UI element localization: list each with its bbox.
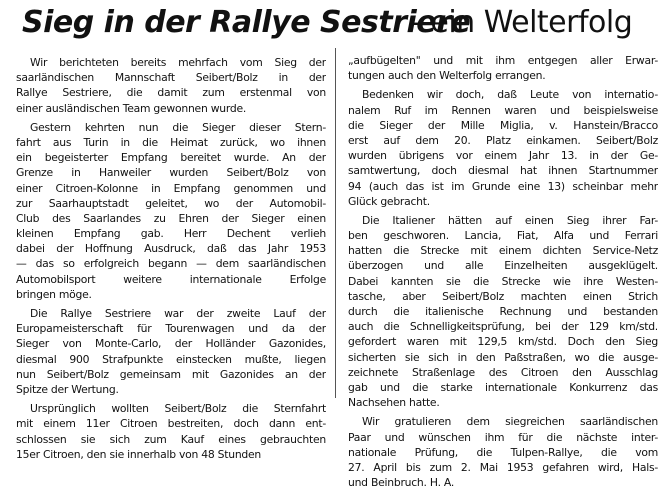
text-line: Wir berichteten bereits mehrfach vom Sieg der bbox=[30, 56, 326, 69]
text-line: fahrt aus Turin in die Heimat zurück, wo ihnen bbox=[16, 135, 326, 149]
text-line: Glück gebracht. bbox=[348, 194, 430, 208]
left-paragraph bbox=[16, 120, 326, 302]
text-line: Rallye Sestriere, die damit zum erstenmal von bbox=[16, 86, 326, 100]
text-line: diesmal 900 Strafpunkte einstecken mußte, liegen bbox=[16, 352, 326, 366]
left-paragraph bbox=[16, 55, 326, 116]
text-line: — das so erfolgreich begann — dem saarländischen bbox=[16, 257, 326, 271]
text-line: kleinen Empfang gab. Herr Dechent verlieh bbox=[16, 227, 326, 241]
text-line: die Sieger der Mille Miglia, v. Hanstein/Bracco bbox=[348, 118, 658, 132]
right-paragraph bbox=[348, 213, 658, 410]
right-paragraph bbox=[348, 53, 658, 83]
text-line: Die Rallye Sestriere war der zweite Lauf der bbox=[30, 307, 326, 320]
column-divider bbox=[335, 48, 336, 398]
text-line: tasche, aber Seibert/Bolz machten einen Strich bbox=[348, 289, 658, 303]
text-line: samtwertung, doch diesmal hat ihnen Startnummer bbox=[348, 164, 658, 178]
text-line: sicherten sie sich in den Paßstraßen, wo die ausge- bbox=[348, 350, 658, 364]
text-line: Club des Saarlandes zu Ehren der Sieger einen bbox=[16, 211, 326, 225]
text-line: nationale Prüfung, die Tulpen-Rallye, die vom bbox=[348, 445, 658, 459]
text-line: Bedenken wir doch, daß Leute von internatio- bbox=[362, 88, 658, 102]
text-line: gefordert waren mit 129,5 km/std. Doch den Sieg bbox=[348, 335, 658, 349]
text-line: zur Saarhauptstadt geleitet, wo der Automobil- bbox=[16, 196, 326, 210]
text-line: nun Seibert/Bolz gemeinsam mit Gazonides an der bbox=[16, 367, 326, 381]
text-line: 15er Citroen, den sie innerhalb von 48 Stunden bbox=[16, 447, 262, 461]
text-line: schlossen sie sich zum Kauf eines gebrauchten bbox=[16, 432, 326, 446]
right-paragraph bbox=[348, 87, 658, 209]
right-paragraph bbox=[348, 414, 658, 490]
text-line: Europameisterschaft für Tourenwagen und da der bbox=[16, 322, 326, 336]
text-line: tungen auch den Welterfolg errangen. bbox=[348, 69, 546, 83]
right-column bbox=[348, 53, 658, 494]
headline bbox=[0, 4, 669, 42]
text-line: nalem Ruf im Rennen waren und beispielsweise bbox=[348, 103, 658, 117]
text-line: Paar und wünschen ihm für die nächste inter- bbox=[348, 430, 658, 444]
text-line: ben geschworen. Lancia, Fiat, Alfa und Ferrari bbox=[348, 229, 658, 243]
left-paragraph bbox=[16, 401, 326, 462]
text-line: Ursprünglich wollten Seibert/Bolz die Sternfahrt bbox=[30, 402, 326, 416]
text-line: und Beinbruch. H. A. bbox=[348, 476, 455, 490]
text-line: wurden übrigens vor einem Jahr 13. in der Ge- bbox=[348, 149, 658, 163]
text-line: mit einem 11er Citroen bestreiten, doch dann ent- bbox=[16, 417, 326, 431]
text-line: dabei der Hoffnung Ausdruck, daß das Jahr 1953 bbox=[16, 242, 326, 256]
text-line: bringen möge. bbox=[16, 287, 92, 301]
text-line: Nachsehen hatte. bbox=[348, 396, 440, 410]
text-line: auch die Schnelligkeitsprüfung, bei der 129 km/std. bbox=[348, 320, 658, 334]
text-line: Sieger von Monte-Carlo, der Holländer Gazonides, bbox=[16, 337, 326, 351]
headline-subtitle: - ein Welterfolg bbox=[411, 5, 633, 40]
text-line: Automobilsport weitere internationale Erfolge bbox=[16, 272, 326, 286]
left-paragraph bbox=[16, 306, 326, 397]
text-line: Wir gratulieren dem siegreichen saarländischen bbox=[362, 415, 658, 429]
text-line: „aufbügelten" und mit ihm entgegen aller Erwar- bbox=[348, 54, 658, 67]
text-line: saarländischen Mannschaft Seibert/Bolz in der bbox=[16, 71, 326, 85]
text-line: Gestern kehrten nun die Sieger dieser Stern- bbox=[30, 120, 326, 134]
text-line: Grenze in Hanweiler wurden Seibert/Bolz von bbox=[16, 166, 326, 180]
text-line: Dabei kannten sie die Strecke wie ihre Westen- bbox=[348, 274, 658, 288]
text-line: einer Citroen-Kolonne in Empfang genommen und bbox=[16, 181, 326, 195]
text-line: zeichnete Straßenlage des Citroen den Ausschlag bbox=[348, 365, 658, 379]
text-line: Die Italiener hätten auf einen Sieg ihrer Far- bbox=[362, 213, 658, 227]
text-line: durch die italienische Rechnung und bestanden bbox=[348, 305, 658, 318]
left-column bbox=[16, 55, 326, 466]
text-line: hatten die Strecke mit einem dichten Service-Netz bbox=[348, 244, 658, 258]
text-line: erst auf dem 20. Platz einkamen. Seibert/Bolz bbox=[348, 133, 658, 147]
text-line: 94 (auch das ist im Grunde eine 13) scheinbar mehr bbox=[348, 179, 658, 193]
text-line: ein begeisterter Empfang bereitet wurde. An der bbox=[16, 151, 326, 165]
text-line: 27. April bis zum 2. Mai 1953 gefahren wird, Hals- bbox=[348, 460, 658, 474]
text-line: Spitze der Wertung. bbox=[16, 382, 119, 396]
headline-title: Sieg in der Rallye Sestriere bbox=[22, 5, 471, 40]
text-line: einer ausländischen Team gewonnen wurde. bbox=[16, 101, 247, 115]
text-line: gab und die starke internationale Konkurrenz das bbox=[348, 380, 658, 394]
text-line: überzogen und alle Einzelheiten ausgeklügelt. bbox=[348, 259, 658, 273]
